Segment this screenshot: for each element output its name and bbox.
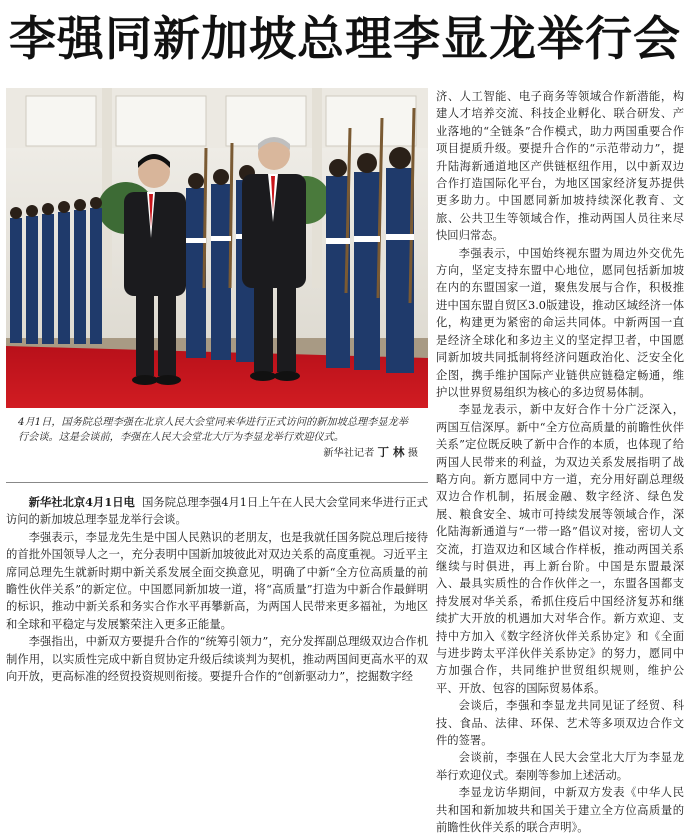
paragraph: 会谈后，李强和李显龙共同见证了经贸、科技、食品、法律、环保、艺术等多项双边合作文件的签署。 (436, 699, 684, 748)
photo-caption (18, 415, 418, 461)
lead-paragraph (6, 494, 428, 529)
caption-text: 4月1日，国务院总理李强在北京人民大会堂同来华进行正式访问的新加坡总理李显龙举行会谈。这是会谈前，李强在人民大会堂北大厅为李显龙举行欢迎仪式。 (18, 417, 408, 443)
credit-name: 丁 林 (377, 445, 405, 459)
divider (6, 482, 428, 483)
paragraph: 济、人工智能、电子商务等领域合作新潜能，构建人才培养交流、科技企业孵化、联合研发、产业落地的“全链条”合作模式，助力两国重要合作项目提质升级。要提升合作的“示范带动力”，提升陆海新通道地区产供链枢纽作用，以中新双边合作打造国际化平台，为地区国家经济复苏提供更多助力。中国愿同新加坡持续深化教育、文旅、公共卫生等领域合作，推动两国人员往来尽快回归常态。 (436, 90, 684, 243)
paragraph: 李显龙访华期间，中新双方发表《中华人民共和国和新加坡共和国关于建立全方位高质量的前瞻性伙伴关系的联合声明》。 (436, 786, 684, 835)
news-photo (6, 88, 428, 408)
credit-label: 新华社记者 (323, 448, 375, 459)
paragraph: 李强指出，中新双方要提升合作的“统筹引领力”，充分发挥副总理级双边合作机制作用，以实质性完成中新自贸协定升级后续谈判为契机，推动两国间更高水平的双向开放，更高标准的经贸投资规则衔接。要提升合作的“创新驱动力”，挖掘数字经 (6, 635, 428, 684)
paragraph: 李强表示，中国始终视东盟为周边外交优先方向，坚定支持东盟中心地位，愿同包括新加坡在内的东盟国家一道，聚焦发展与合作，积极推进中国东盟自贸区3.0版建设，推动区域经济一体化，构建更为紧密的命运共同体。中新两国一直是经济全球化和多边主义的坚定捍卫者，中国愿同新加坡共同抵制将经济问题政治化、泛安全化企图，携手维护国际产业链供应链稳定畅通，维护以世界贸易组织为核心的多边贸易体制。 (436, 246, 684, 399)
photo-credit (18, 445, 418, 461)
credit-suffix: 摄 (407, 448, 418, 459)
article-column-left (6, 494, 428, 726)
paragraph-text: 国务院总理李强4月1日上午在人民大会堂同来华进行正式访问的新加坡总理李显龙举行会谈。 (6, 496, 428, 527)
paragraph: 会谈前，李强在人民大会堂北大厅为李显龙举行欢迎仪式。秦刚等参加上述活动。 (436, 751, 684, 782)
dateline: 新华社北京4月1日电 (28, 495, 135, 509)
headline: 李强同新加坡总理李显龙举行会 (9, 12, 681, 67)
article-column-right (436, 88, 684, 835)
paragraph: 李显龙表示，新中友好合作十分广泛深入，两国互信深厚。新中“全方位高质量的前瞻性伙伴关系”定位既反映了新中合作的本质，也体现了给两国人民带来的利益，为双边关系发展指明了战略方向。新方愿同中方一道，充分用好副总理级双边合作机制，拓展金融、数字经济、绿色发展、粮食安全、城市可持续发展等领域合作，深化陆海新通道与“一带一路”倡议对接，密切人文交流，打造双边和区域合作样板，推动两国关系继续与时俱进，再上新台阶。中国是东盟最深入、最具实质性的合作伙伴之一，东盟各国都支持发展对华关系，希抓住疫后中国经济复苏和继续扩大开放的机遇加大对华合作。新方欢迎、支持中方加入《数字经济伙伴关系协定》和《全面与进步跨太平洋伙伴关系协定》的努力，愿同中方加强合作，共同维护世贸组织规则，维护公平、开放、包容的国际贸易体系。 (436, 403, 684, 695)
paragraph: 李强表示，李显龙先生是中国人民熟识的老朋友，也是我就任国务院总理后接待的首批外国领导人之一，充分表明中国新加坡彼此对双边关系的高度重视。习近平主席同总理先生就新时期中新关系发展全面交换意见，明确了中新“全方位高质量的前瞻性伙伴关系”的新定位。中国愿同新加坡一道，将“高质量”打造为中新合作最鲜明的标识，推动中新关系和务实合作水平再攀新高，为两国人民带来更多福祉，为地区和全球和平稳定与发展繁荣注入更多正能量。 (6, 530, 428, 631)
